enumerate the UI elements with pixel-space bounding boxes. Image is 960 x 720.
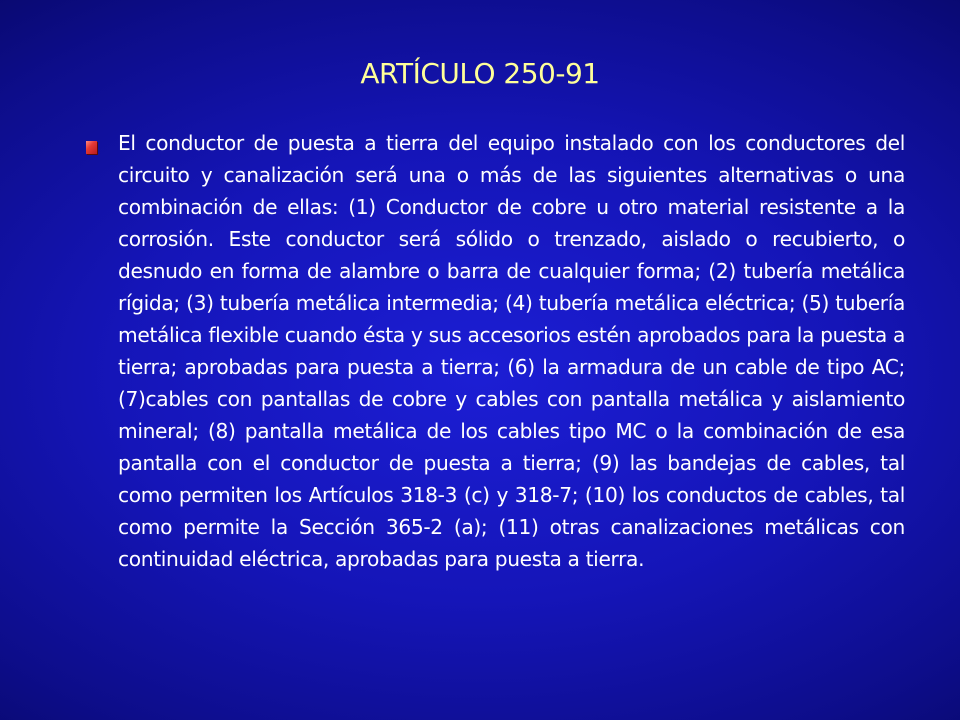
- red-square-bullet-icon: [86, 141, 97, 154]
- slide-body-text: El conductor de puesta a tierra del equipo instalado con los conductores del circuito y canalización será una o más de las siguientes alternativas o una combinación de ellas: (1) Conductor de cobre u otro material resistente a la corrosión. Este conductor será sólido o trenzado, aislado o recubierto, o desnudo en forma de alambre o barra de cualquier forma; (2) tubería metálica rígida; (3) tubería metálica intermedia; (4) tubería metálica eléctrica; (5) tubería metálica flexible cuando ésta y sus accesorios estén aprobados para la puesta a tierra; aprobadas para puesta a tierra; (6) la armadura de un cable de tipo AC; (7)cables con pantallas de cobre y cables con pantalla metálica y aislamiento mineral; (8) pantalla metálica de los cables tipo MC o la combinación de esa pantalla con el conductor de puesta a tierra; (9) las bandejas de cables, tal como permiten los Artículos 318-3 (c) y 318-7; (10) los conductos de cables, tal como permite la Sección 365-2 (a); (11) otras canalizaciones metálicas con continuidad eléctrica, aprobadas para puesta a tierra.: [118, 131, 905, 571]
- slide-title: ARTÍCULO 250-91: [360, 57, 600, 90]
